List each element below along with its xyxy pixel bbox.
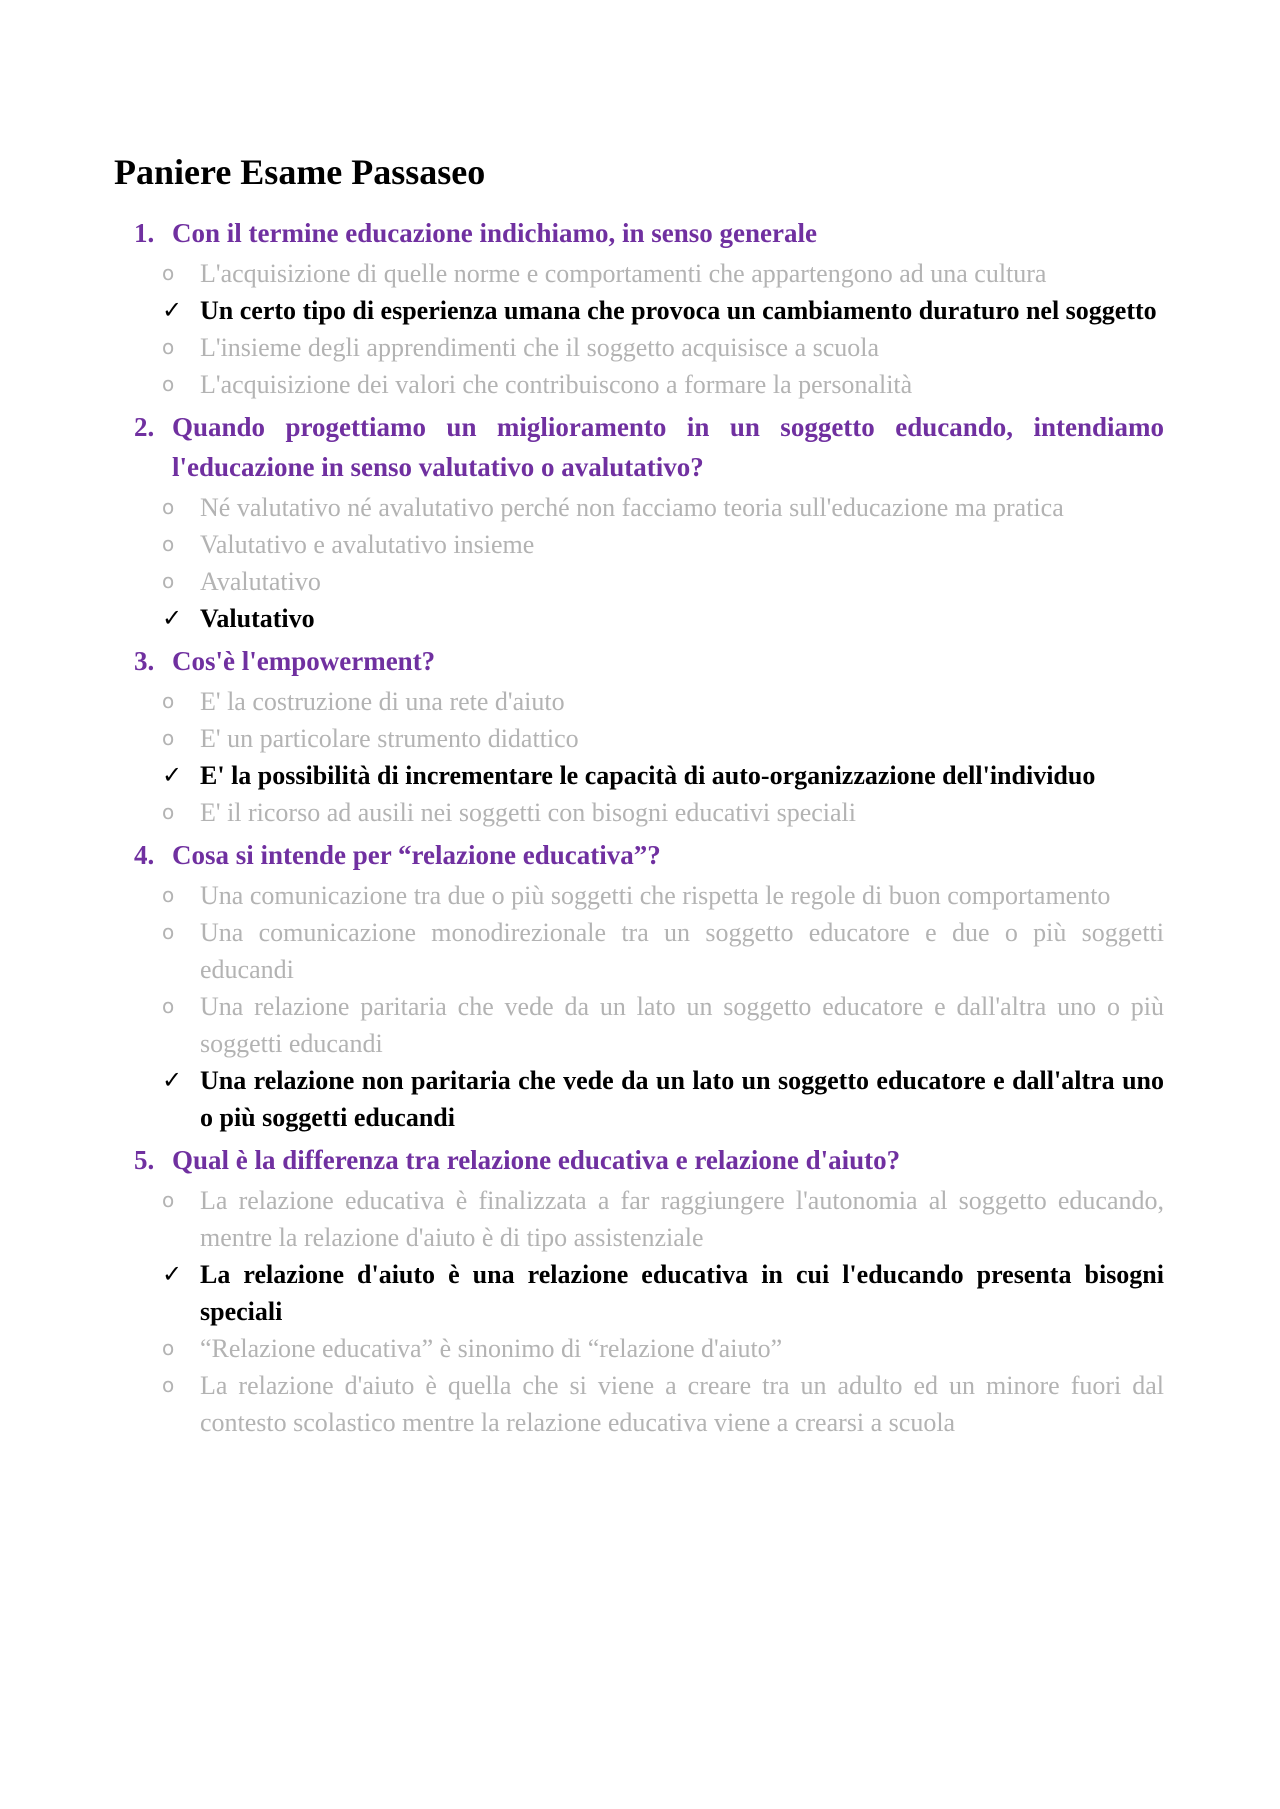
answer-text: Né valutativo né avalutativo perché non facciamo teoria sull'educazione ma pratica xyxy=(200,493,1064,522)
answer-option xyxy=(114,255,1164,292)
checkmark-icon: ✓ xyxy=(162,1066,183,1094)
checkmark-icon: ✓ xyxy=(162,296,183,324)
question-text: Cosa si intende per “relazione educativa”? xyxy=(172,840,661,870)
circle-bullet-icon: o xyxy=(162,920,175,944)
circle-bullet-icon: o xyxy=(162,335,175,359)
answer-option xyxy=(114,563,1164,600)
question-number: 2. xyxy=(134,412,155,442)
answer-options xyxy=(114,877,1164,1136)
question-block xyxy=(114,407,1164,637)
question-heading xyxy=(114,1140,1164,1180)
answer-text: Una comunicazione tra due o più soggetti che rispetta le regole di buon comportamento xyxy=(200,881,1111,910)
answer-text: Una relazione non paritaria che vede da un lato un soggetto educatore e dall'altra uno o più soggetti educandi xyxy=(200,1066,1164,1132)
answer-option xyxy=(114,914,1164,988)
question-text: Qual è la differenza tra relazione educativa e relazione d'aiuto? xyxy=(172,1145,901,1175)
answer-option xyxy=(114,1182,1164,1256)
question-list xyxy=(114,213,1164,1441)
circle-bullet-icon: o xyxy=(162,994,175,1018)
question-block xyxy=(114,641,1164,831)
answer-text: La relazione d'aiuto è quella che si viene a creare tra un adulto ed un minore fuori dal contesto scolastico mentre la relazione educativa viene a crearsi a scuola xyxy=(200,1371,1164,1437)
question-number: 1. xyxy=(134,218,155,248)
answer-option xyxy=(114,794,1164,831)
question-block xyxy=(114,213,1164,403)
answer-option xyxy=(114,329,1164,366)
answer-options xyxy=(114,255,1164,403)
correct-answer-option xyxy=(114,292,1164,329)
answer-option xyxy=(114,720,1164,757)
question-heading xyxy=(114,641,1164,681)
answer-option xyxy=(114,683,1164,720)
answer-text: Valutativo xyxy=(200,604,315,633)
answer-text: Una relazione paritaria che vede da un lato un soggetto educatore e dall'altra uno o più soggetti educandi xyxy=(200,992,1164,1058)
answer-text: Una comunicazione monodirezionale tra un soggetto educatore e due o più soggetti educandi xyxy=(200,918,1164,984)
answer-text: La relazione educativa è finalizzata a far raggiungere l'autonomia al soggetto educando, mentre la relazione d'aiuto è di tipo assistenziale xyxy=(200,1186,1164,1252)
correct-answer-option xyxy=(114,757,1164,794)
circle-bullet-icon: o xyxy=(162,726,175,750)
answer-option xyxy=(114,1367,1164,1441)
question-text: Con il termine educazione indichiamo, in senso generale xyxy=(172,218,817,248)
circle-bullet-icon: o xyxy=(162,883,175,907)
document-page xyxy=(114,150,1164,1445)
page-title: Paniere Esame Passaseo xyxy=(114,152,486,192)
checkmark-icon: ✓ xyxy=(162,604,183,632)
circle-bullet-icon: o xyxy=(162,800,175,824)
circle-bullet-icon: o xyxy=(162,689,175,713)
answer-text: Valutativo e avalutativo insieme xyxy=(200,530,535,559)
question-number: 5. xyxy=(134,1145,155,1175)
answer-option xyxy=(114,1330,1164,1367)
answer-text: “Relazione educativa” è sinonimo di “relazione d'aiuto” xyxy=(200,1334,783,1363)
answer-options xyxy=(114,1182,1164,1441)
correct-answer-option xyxy=(114,1062,1164,1136)
answer-options xyxy=(114,683,1164,831)
answer-text: L'acquisizione di quelle norme e comportamenti che appartengono ad una cultura xyxy=(200,259,1047,288)
circle-bullet-icon: o xyxy=(162,1373,175,1397)
answer-option xyxy=(114,877,1164,914)
correct-answer-option xyxy=(114,600,1164,637)
circle-bullet-icon: o xyxy=(162,1336,175,1360)
answer-options xyxy=(114,489,1164,637)
answer-text: E' un particolare strumento didattico xyxy=(200,724,579,753)
question-block xyxy=(114,1140,1164,1441)
question-text: Quando progettiamo un miglioramento in un soggetto educando, intendiamo l'educazione in senso valutativo o avalutativo? xyxy=(172,412,1164,482)
checkmark-icon: ✓ xyxy=(162,1260,183,1288)
correct-answer-option xyxy=(114,1256,1164,1330)
answer-option xyxy=(114,988,1164,1062)
circle-bullet-icon: o xyxy=(162,372,175,396)
question-heading xyxy=(114,407,1164,487)
question-number: 4. xyxy=(134,840,155,870)
answer-option xyxy=(114,526,1164,563)
circle-bullet-icon: o xyxy=(162,495,175,519)
circle-bullet-icon: o xyxy=(162,261,175,285)
answer-text: Un certo tipo di esperienza umana che provoca un cambiamento duraturo nel soggetto xyxy=(200,296,1157,325)
question-heading xyxy=(114,213,1164,253)
answer-option xyxy=(114,489,1164,526)
answer-text: E' la possibilità di incrementare le capacità di auto-organizzazione dell'individuo xyxy=(200,761,1096,790)
answer-text: L'insieme degli apprendimenti che il soggetto acquisisce a scuola xyxy=(200,333,880,362)
circle-bullet-icon: o xyxy=(162,1188,175,1212)
answer-option xyxy=(114,366,1164,403)
circle-bullet-icon: o xyxy=(162,569,175,593)
checkmark-icon: ✓ xyxy=(162,761,183,789)
question-text: Cos'è l'empowerment? xyxy=(172,646,436,676)
answer-text: E' il ricorso ad ausili nei soggetti con bisogni educativi speciali xyxy=(200,798,856,827)
question-heading xyxy=(114,835,1164,875)
question-block xyxy=(114,835,1164,1136)
answer-text: L'acquisizione dei valori che contribuiscono a formare la personalità xyxy=(200,370,913,399)
answer-text: Avalutativo xyxy=(200,567,321,596)
answer-text: E' la costruzione di una rete d'aiuto xyxy=(200,687,565,716)
answer-text: La relazione d'aiuto è una relazione educativa in cui l'educando presenta bisogni speciali xyxy=(200,1260,1164,1326)
circle-bullet-icon: o xyxy=(162,532,175,556)
question-number: 3. xyxy=(134,646,155,676)
